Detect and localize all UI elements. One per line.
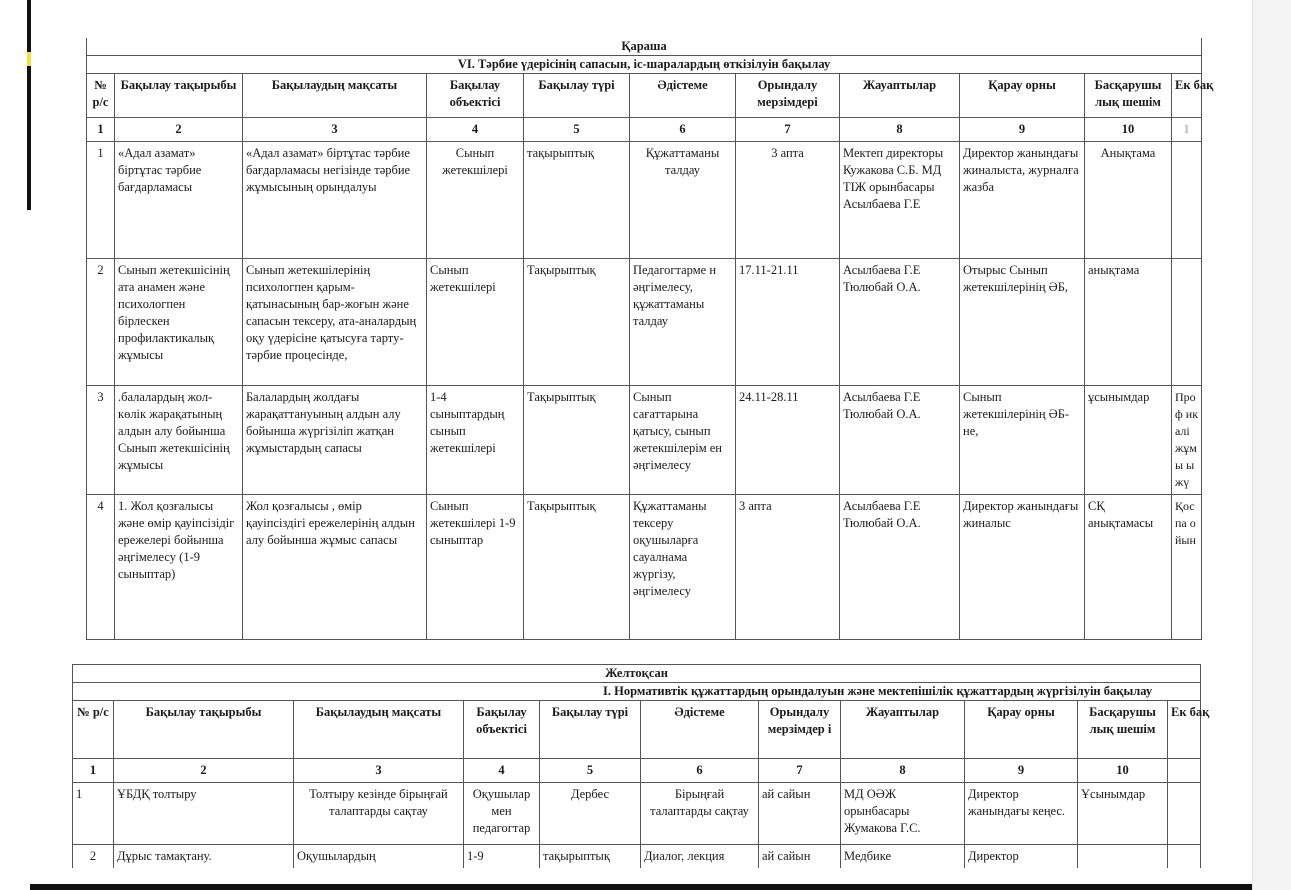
cell-method: Бірыңғай талаптарды сақтау xyxy=(641,783,759,845)
table-row xyxy=(73,845,1201,869)
cell-goal: Оқушылардың xyxy=(294,845,464,869)
cell-extra: Проф икалі жұмы ы жү xyxy=(1172,386,1202,495)
cell-decision: Анықтама xyxy=(1085,142,1172,259)
cell-extra xyxy=(1172,142,1202,259)
header-number: № р/с xyxy=(87,74,115,118)
cell-place: Директор xyxy=(965,845,1078,869)
scan-edge-right xyxy=(1252,0,1291,890)
cell-goal: Сынып жетекшілерінің психологпен қарым-қатынасының бар-жоғын және сапасын тексеру, ата-аналардың оқу үдерісіне қатысуға тарту-тәрбие процесінде, xyxy=(243,259,427,386)
header-responsible: Жауаптылар xyxy=(841,701,965,759)
column-number: 10 xyxy=(1085,118,1172,142)
cell-extra: Қоспа ойын xyxy=(1172,495,1202,640)
table-december xyxy=(72,664,1210,868)
header-decision: Басқарушы лық шешім xyxy=(1085,74,1172,118)
row-number: 1 xyxy=(73,783,114,845)
cell-responsible: Асылбаева Г.Е Тюлюбай О.А. xyxy=(840,386,960,495)
cell-goal: Жол қозғалысы , өмір қауіпсіздігі ережелерінің алдын алу бойынша жұмыс сапасы xyxy=(243,495,427,640)
header-term: Орындалу мерзімдері xyxy=(736,74,840,118)
cell-type: Тақырыптық xyxy=(524,259,630,386)
cell-type: Тақырыптық xyxy=(524,495,630,640)
month-label: Желтоқсан xyxy=(73,665,1201,683)
cell-object: Сынып жетекшілері xyxy=(427,142,524,259)
cell-place: Директор жанындағы жиналыста, журналға жазба xyxy=(960,142,1085,259)
cell-place: Директор жанындағы кеңес. xyxy=(965,783,1078,845)
header-extra: Ек бақ xyxy=(1172,74,1202,118)
column-number: 7 xyxy=(736,118,840,142)
table-row xyxy=(87,495,1202,640)
cell-responsible: Медбике xyxy=(841,845,965,869)
cell-goal: «Адал азамат» біртұтас тәрбие бағдарламасы негізінде тәрбие жұмысының орындалуы xyxy=(243,142,427,259)
row-number: 3 xyxy=(87,386,115,495)
cell-object: Сынып жетекшілері xyxy=(427,259,524,386)
column-number: 3 xyxy=(243,118,427,142)
column-numbers-row xyxy=(87,118,1202,142)
cell-topic: ҰБДҚ толтыру xyxy=(114,783,294,845)
cell-method: Құжаттаманы тексеру оқушыларға сауалнама жүргізу, әңгімелесу xyxy=(630,495,736,640)
table-row xyxy=(87,142,1202,259)
cell-topic: Сынып жетекшісінің ата анамен және психологпен бірлескен профилактикалық жұмысы xyxy=(115,259,243,386)
header-method: Әдістеме xyxy=(630,74,736,118)
header-row xyxy=(73,701,1201,759)
cell-term: 17.11-21.11 xyxy=(736,259,840,386)
month-row xyxy=(73,665,1201,683)
column-number: 8 xyxy=(840,118,960,142)
header-extra: Ек бақ xyxy=(1168,701,1201,759)
scan-edge-left xyxy=(27,0,31,210)
column-number: 1 xyxy=(87,118,115,142)
scan-edge-bottom xyxy=(30,884,1252,890)
table-row xyxy=(87,259,1202,386)
row-number: 1 xyxy=(87,142,115,259)
cell-type: тақырыптық xyxy=(540,845,641,869)
cell-topic: .балалардың жол-көлік жарақатының алдын алу бойынша Сынып жетекшісінің жұмысы xyxy=(115,386,243,495)
header-goal: Бақылаудың мақсаты xyxy=(294,701,464,759)
header-type: Бақылау түрі xyxy=(540,701,641,759)
header-responsible: Жауаптылар xyxy=(840,74,960,118)
header-term: Орындалу мерзімдер і xyxy=(759,701,841,759)
cell-type: Тақырыптық xyxy=(524,386,630,495)
cell-term: 24.11-28.11 xyxy=(736,386,840,495)
cell-responsible: Асылбаева Г.Е Тюлюбай О.А. xyxy=(840,495,960,640)
header-row xyxy=(87,74,1202,118)
column-number: 9 xyxy=(960,118,1085,142)
column-number: 2 xyxy=(114,759,294,783)
header-place: Қарау орны xyxy=(965,701,1078,759)
section-title-row xyxy=(87,56,1202,74)
cell-decision: анықтама xyxy=(1085,259,1172,386)
month-row xyxy=(87,38,1202,56)
header-object: Бақылау объектісі xyxy=(427,74,524,118)
column-number: 4 xyxy=(427,118,524,142)
cell-extra xyxy=(1168,845,1201,869)
cell-term: ай сайын xyxy=(759,845,841,869)
cell-decision: ұсынымдар xyxy=(1085,386,1172,495)
cell-decision: СҚ анықтамасы xyxy=(1085,495,1172,640)
cell-topic: Дұрыс тамақтану. xyxy=(114,845,294,869)
cell-goal: Толтыру кезінде бірыңғай талаптарды сақтау xyxy=(294,783,464,845)
table-row xyxy=(73,783,1201,845)
cell-responsible: МД ОӘЖ орынбасары Жумакова Г.С. xyxy=(841,783,965,845)
header-topic: Бақылау тақырыбы xyxy=(114,701,294,759)
cell-method: Құжаттаманы талдау xyxy=(630,142,736,259)
cell-extra xyxy=(1168,783,1201,845)
header-type: Бақылау түрі xyxy=(524,74,630,118)
cell-object: 1-4 сыныптардың сынып жетекшілері xyxy=(427,386,524,495)
header-place: Қарау орны xyxy=(960,74,1085,118)
column-number: 6 xyxy=(630,118,736,142)
cell-topic: «Адал азамат» біртұтас тәрбие бағдарламасы xyxy=(115,142,243,259)
cell-responsible: Асылбаева Г.Е Тюлюбай О.А. xyxy=(840,259,960,386)
highlight-mark xyxy=(27,52,31,66)
cell-method: Сынып сағаттарына қатысу, сынып жетекшілерім ен әңгімелесу xyxy=(630,386,736,495)
header-topic: Бақылау тақырыбы xyxy=(115,74,243,118)
column-number: 6 xyxy=(641,759,759,783)
table-november xyxy=(86,38,1214,640)
column-number: 4 xyxy=(464,759,540,783)
cell-decision xyxy=(1078,845,1168,869)
column-number xyxy=(1168,759,1201,783)
row-number: 2 xyxy=(73,845,114,869)
section-title: I. Нормативтік құжаттардың орындалуын және мектепішілік құжаттардың жүргізілуін бақылау xyxy=(73,683,1201,701)
cell-responsible: Мектеп директоры Кужакова С.Б. МД ТІЖ орынбасары Асылбаева Г.Е xyxy=(840,142,960,259)
column-number: 1 xyxy=(1172,118,1202,142)
column-numbers-row xyxy=(73,759,1201,783)
cell-type: тақырыптық xyxy=(524,142,630,259)
column-number: 2 xyxy=(115,118,243,142)
header-number: № р/с xyxy=(73,701,114,759)
cell-place: Директор жанындағы жиналыс xyxy=(960,495,1085,640)
header-object: Бақылау объектісі xyxy=(464,701,540,759)
row-number: 2 xyxy=(87,259,115,386)
row-number: 4 xyxy=(87,495,115,640)
cell-place: Сынып жетекшілерінің ӘБ-не, xyxy=(960,386,1085,495)
column-number: 10 xyxy=(1078,759,1168,783)
table-row xyxy=(87,386,1202,495)
column-number: 5 xyxy=(540,759,641,783)
section-title-row xyxy=(73,683,1201,701)
column-number: 1 xyxy=(73,759,114,783)
cell-method: Педагогтарме н әңгімелесу, құжаттаманы талдау xyxy=(630,259,736,386)
cell-type: Дербес xyxy=(540,783,641,845)
column-number: 5 xyxy=(524,118,630,142)
cell-method: Диалог, лекция xyxy=(641,845,759,869)
column-number: 3 xyxy=(294,759,464,783)
cell-object: Оқушылар мен педагогтар xyxy=(464,783,540,845)
cell-term: 3 апта xyxy=(736,142,840,259)
cell-place: Отырыс Сынып жетекшілерінің ӘБ, xyxy=(960,259,1085,386)
cell-topic: 1. Жол қозғалысы және өмір қауіпсізідіг ережелері бойынша әңгімелесу (1-9 сыныптар) xyxy=(115,495,243,640)
section-title: VI. Тәрбие үдерісінің сапасын, іс-шаралардың өткізілуін бақылау xyxy=(87,56,1202,74)
cell-term: 3 апта xyxy=(736,495,840,640)
cell-goal: Балалардың жолдағы жарақаттануының алдын алу бойынша жүргізіліп жатқан жұмыстардың сапасы xyxy=(243,386,427,495)
cell-extra xyxy=(1172,259,1202,386)
month-label: Қараша xyxy=(87,38,1202,56)
cell-object: Сынып жетекшілері 1-9 сыныптар xyxy=(427,495,524,640)
column-number: 7 xyxy=(759,759,841,783)
header-decision: Басқарушы лық шешім xyxy=(1078,701,1168,759)
cell-decision: Ұсынымдар xyxy=(1078,783,1168,845)
cell-object: 1-9 xyxy=(464,845,540,869)
cell-term: ай сайын xyxy=(759,783,841,845)
header-method: Әдістеме xyxy=(641,701,759,759)
header-goal: Бақылаудың мақсаты xyxy=(243,74,427,118)
column-number: 8 xyxy=(841,759,965,783)
column-number: 9 xyxy=(965,759,1078,783)
